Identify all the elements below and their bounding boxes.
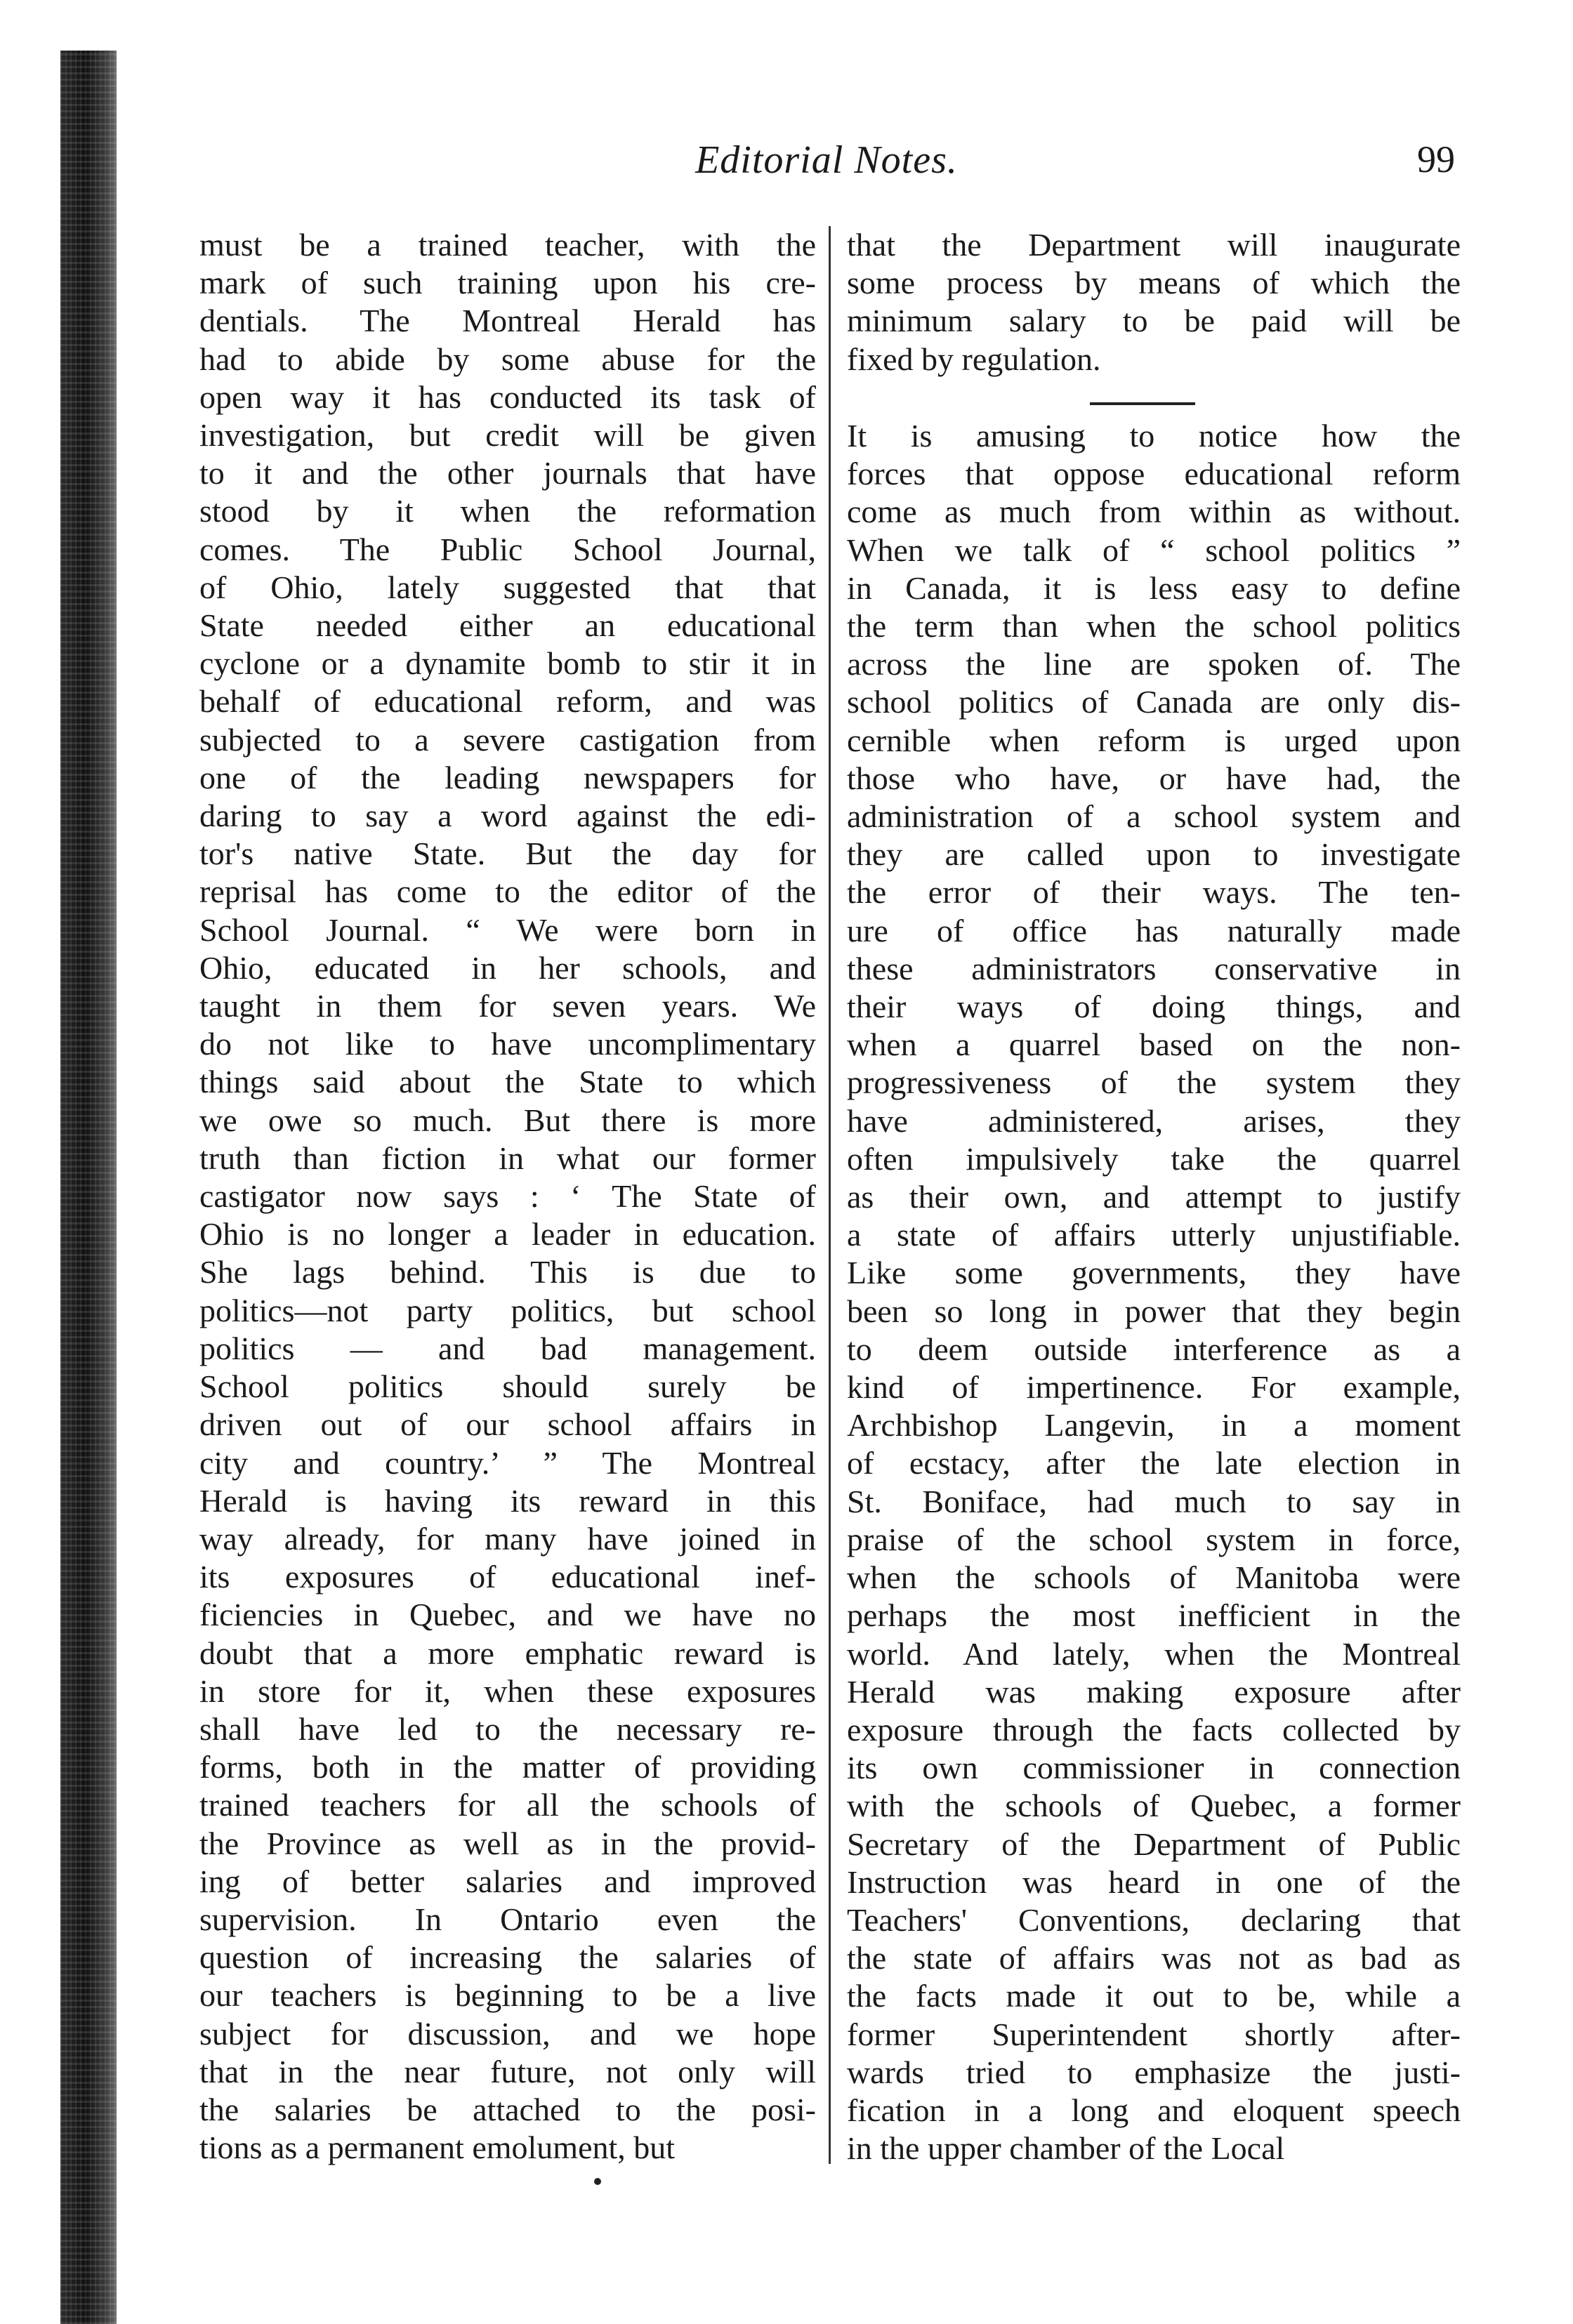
text-line: that the Department will inaugurate xyxy=(847,227,1461,263)
page-number: 99 xyxy=(1417,138,1455,180)
running-header xyxy=(198,138,1455,194)
text-line: tor's native State. But the day for xyxy=(199,836,816,872)
text-line: Like some governments, they have xyxy=(847,1255,1461,1291)
text-line: daring to say a word against the edi- xyxy=(199,798,816,834)
text-line: those who have, or have had, the xyxy=(847,760,1461,796)
text-line: doubt that a more emphatic reward is xyxy=(199,1635,816,1671)
text-line: the salaries be attached to the posi- xyxy=(199,2091,816,2127)
text-line: with the schools of Quebec, a former xyxy=(847,1788,1461,1824)
text-line: Archbishop Langevin, in a moment xyxy=(847,1407,1461,1444)
text-line: dentials. The Montreal Herald has xyxy=(199,303,816,339)
text-line: School Journal. “ We were born in xyxy=(199,911,816,948)
text-line: perhaps the most inefficient in the xyxy=(847,1597,1461,1634)
text-line: castigator now says : ‘ The State of xyxy=(199,1178,816,1215)
text-line: behalf of educational reform, and was xyxy=(199,683,816,720)
text-line: in store for it, when these exposures xyxy=(199,1672,816,1709)
text-line: had to abide by some abuse for the xyxy=(199,341,816,377)
text-line: Ohio, educated in her schools, and xyxy=(199,949,816,986)
text-line: wards tried to emphasize the justi- xyxy=(847,2054,1461,2090)
text-line: its own commissioner in connection xyxy=(847,1750,1461,1786)
text-line: the Province as well as in the provid- xyxy=(199,1825,816,1861)
right-text-column-body xyxy=(847,417,1461,2167)
text-line: former Superintendent shortly after- xyxy=(847,2016,1461,2052)
text-line: the facts made it out to be, while a xyxy=(847,1978,1461,2014)
page-binding-edge xyxy=(60,51,117,2324)
text-line: comes. The Public School Journal, xyxy=(199,531,816,567)
text-line: investigation, but credit will be given xyxy=(199,417,816,454)
text-line: St. Boniface, had much to say in xyxy=(847,1483,1461,1519)
text-line: subject for discussion, and we hope xyxy=(199,2015,816,2052)
text-line: across the line are spoken of. The xyxy=(847,646,1461,682)
text-line: of ecstacy, after the late election in xyxy=(847,1445,1461,1481)
text-line: administration of a school system and xyxy=(847,798,1461,835)
text-line: cernible when reform is urged upon xyxy=(847,722,1461,758)
text-line: She lags behind. This is due to xyxy=(199,1254,816,1290)
text-line: open way it has conducted its task of xyxy=(199,378,816,415)
text-line: our teachers is beginning to be a live xyxy=(199,1977,816,2014)
right-text-column-top xyxy=(847,226,1461,378)
text-line: its exposures of educational inef- xyxy=(199,1559,816,1595)
text-line: politics—not party politics, but school xyxy=(199,1292,816,1328)
printer-mark-dot xyxy=(594,2178,601,2185)
text-line: praise of the school system in force, xyxy=(847,1521,1461,1557)
text-line: kind of impertinence. For example, xyxy=(847,1369,1461,1406)
text-line: mark of such training upon his cre- xyxy=(199,265,816,301)
text-line: taught in them for seven years. We xyxy=(199,988,816,1024)
text-line: It is amusing to notice how the xyxy=(847,418,1461,454)
text-line: Herald is having its reward in this xyxy=(199,1482,816,1519)
text-line: have administered, arises, they xyxy=(847,1102,1461,1139)
text-line: stood by it when the reformation xyxy=(199,493,816,529)
text-line: the state of affairs was not as bad as xyxy=(847,1940,1461,1976)
text-line: Ohio is no longer a leader in education. xyxy=(199,1216,816,1253)
text-line: a state of affairs utterly unjustifiable. xyxy=(847,1217,1461,1253)
text-line: come as much from within as without. xyxy=(847,494,1461,530)
text-line: Instruction was heard in one of the xyxy=(847,1863,1461,1900)
text-line: school politics of Canada are only dis- xyxy=(847,684,1461,720)
text-line: to deem outside interference as a xyxy=(847,1331,1461,1367)
text-line: must be a trained teacher, with the xyxy=(199,227,816,263)
text-line: of Ohio, lately suggested that that xyxy=(199,569,816,605)
text-line: fication in a long and eloquent speech xyxy=(847,2092,1461,2128)
text-line: question of increasing the salaries of xyxy=(199,1939,816,1976)
text-line: trained teachers for all the schools of xyxy=(199,1787,816,1823)
text-line: these administrators conservative in xyxy=(847,950,1461,986)
text-line: tions as a permanent emolument, but xyxy=(199,2130,676,2166)
text-line: things said about the State to which xyxy=(199,1064,816,1100)
text-line: way already, for many have joined in xyxy=(199,1520,816,1557)
text-line: reprisal has come to the editor of the xyxy=(199,873,816,910)
text-line: supervision. In Ontario even the xyxy=(199,1901,816,1937)
text-line: subjected to a severe castigation from xyxy=(199,721,816,758)
text-line: when a quarrel based on the non- xyxy=(847,1026,1461,1063)
text-line: when the schools of Manitoba were xyxy=(847,1559,1461,1596)
text-line: world. And lately, when the Montreal xyxy=(847,1635,1461,1672)
text-line: one of the leading newspapers for xyxy=(199,759,816,795)
text-line: ing of better salaries and improved xyxy=(199,1863,816,1899)
text-line: Herald was making exposure after xyxy=(847,1673,1461,1710)
left-text-column xyxy=(199,226,816,2167)
text-line: city and country.’ ” The Montreal xyxy=(199,1444,816,1481)
text-line: to it and the other journals that have xyxy=(199,455,816,491)
text-line: Teachers' Conventions, declaring that xyxy=(847,1901,1461,1938)
text-line: the term than when the school politics xyxy=(847,608,1461,645)
text-line: forms, both in the matter of providing xyxy=(199,1749,816,1785)
text-line: they are called upon to investigate xyxy=(847,836,1461,873)
text-line: their ways of doing things, and xyxy=(847,989,1461,1025)
text-line: in the upper chamber of the Local xyxy=(847,2130,1285,2167)
text-line: shall have led to the necessary re- xyxy=(199,1710,816,1747)
text-line: been so long in power that they begin xyxy=(847,1293,1461,1329)
text-line: as their own, and attempt to justify xyxy=(847,1179,1461,1215)
text-line: driven out of our school affairs in xyxy=(199,1406,816,1443)
section-separator-rule xyxy=(1090,402,1195,405)
running-title: Editorial Notes. xyxy=(695,138,958,182)
text-line: When we talk of “ school politics ” xyxy=(847,532,1461,568)
text-line: fixed by regulation. xyxy=(847,341,1101,377)
text-line: minimum salary to be paid will be xyxy=(847,303,1461,339)
text-line: Secretary of the Department of Public xyxy=(847,1825,1461,1862)
text-line: School politics should surely be xyxy=(199,1368,816,1405)
text-line: ficiencies in Quebec, and we have no xyxy=(199,1597,816,1633)
text-line: State needed either an educational xyxy=(199,607,816,644)
text-line: politics — and bad management. xyxy=(199,1330,816,1366)
text-line: in Canada, it is less easy to define xyxy=(847,569,1461,606)
text-line: forces that oppose educational reform xyxy=(847,456,1461,492)
text-line: the error of their ways. The ten- xyxy=(847,874,1461,911)
text-line: ure of office has naturally made xyxy=(847,912,1461,949)
text-line: cyclone or a dynamite bomb to stir it in xyxy=(199,645,816,682)
text-line: exposure through the facts collected by xyxy=(847,1711,1461,1748)
text-line: progressiveness of the system they xyxy=(847,1064,1461,1101)
column-divider xyxy=(829,226,831,2164)
text-line: truth than fiction in what our former xyxy=(199,1140,816,1176)
text-line: often impulsively take the quarrel xyxy=(847,1140,1461,1177)
text-line: we owe so much. But there is more xyxy=(199,1102,816,1138)
text-line: do not like to have uncomplimentary xyxy=(199,1026,816,1062)
text-line: some process by means of which the xyxy=(847,265,1461,301)
text-line: that in the near future, not only will xyxy=(199,2053,816,2089)
